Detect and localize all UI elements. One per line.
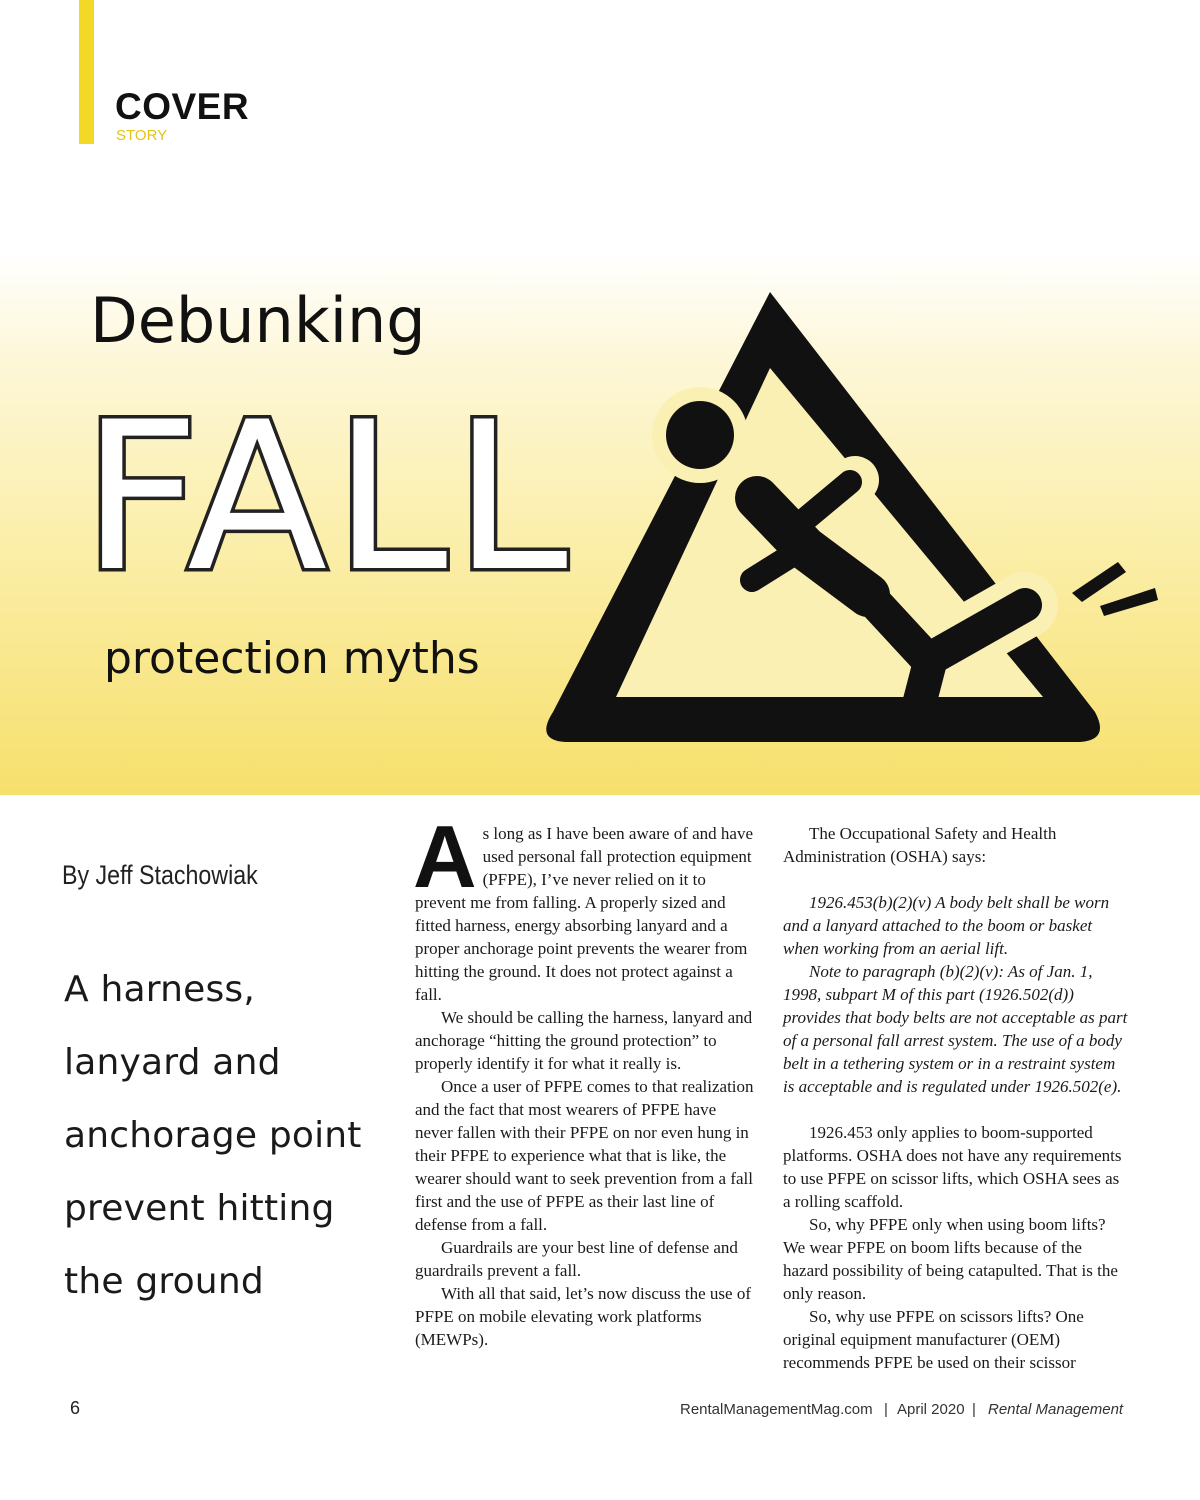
byline: By Jeff Stachowiak <box>62 860 258 890</box>
article-paragraph: With all that said, let’s now discuss the use of PFPE on mobile elevating work platforms (MEWPs). <box>415 1284 751 1349</box>
drop-cap: A <box>413 807 477 906</box>
hero-word-fall: FALL <box>82 379 574 617</box>
page-number: 6 <box>70 1398 81 1418</box>
osha-quote-note: Note to paragraph (b)(2)(v): As of Jan. 1, 1998, subpart M of this part (1926.502(d)) provides that body belts are not acceptable as part of a personal fall arrest system. The use of a body belt in a tethering system or in a restraint system is acceptable and is regulated under 1926.502(e). <box>783 962 1128 1096</box>
section-subtitle: STORY <box>116 127 168 144</box>
hero-illustration <box>0 250 1200 795</box>
pull-quote: A harness, lanyard and anchorage point prevent hitting the ground <box>64 969 362 1302</box>
article-paragraph: So, why PFPE only when using boom lifts? We wear PFPE on boom lifts because of the hazard possibility of being catapulted. That is the only reason. <box>783 1215 1118 1303</box>
article-paragraph: As long as I have been aware of and have used personal fall protection equipment (PFPE), I’ve never relied on it to prevent me from falling. A properly sized and fitted harness, energy absorbing lanyard and a proper anchorage point prevents the wearer from hitting the ground. It does not protect against a fall. <box>413 807 754 1004</box>
footer-publication: Rental Management <box>988 1401 1124 1418</box>
footer-site: RentalManagementMag.com <box>680 1401 873 1418</box>
hero-word-debunking: Debunking <box>90 284 426 357</box>
article-paragraph: 1926.453 only applies to boom-supported platforms. OSHA does not have any requirements to use PFPE on scissor lifts, which OSHA sees as a rolling scaffold. <box>783 1123 1122 1211</box>
section-title: COVER <box>115 86 250 127</box>
section-accent-bar <box>79 0 94 144</box>
article-paragraph: Once a user of PFPE comes to that realization and the fact that most wearers of PFPE have never fallen with their PFPE on nor even hung in their PFPE to experience what that is like, the wearer should want to seek prevention from a fall first and the use of PFPE as their last line of defense from a fall. <box>415 1077 754 1234</box>
footer-date: April 2020 <box>897 1401 965 1418</box>
article-paragraph: So, why use PFPE on scissors lifts? One original equipment manufacturer (OEM) recommends PFPE be used on their scissor <box>783 1307 1084 1372</box>
article-column-2 <box>783 822 1128 1374</box>
falling-person-warning-triangle-icon <box>546 292 1158 742</box>
osha-quote: 1926.453(b)(2)(v) A body belt shall be worn and a lanyard attached to the boom or basket when working from an aerial lift. <box>783 893 1110 958</box>
article-paragraph: Guardrails are your best line of defense and guardrails prevent a fall. <box>415 1238 738 1280</box>
footer-separator: | <box>972 1401 976 1418</box>
article-paragraph: The Occupational Safety and Health Administration (OSHA) says: <box>783 824 1057 866</box>
footer-separator: | <box>884 1401 888 1418</box>
hero-banner <box>0 250 1200 795</box>
article-column-1 <box>413 807 755 1351</box>
article-paragraph: We should be calling the harness, lanyard and anchorage “hitting the ground protection” to properly identify it for what it really is. <box>415 1008 753 1073</box>
hero-word-protection-myths: protection myths <box>104 633 480 684</box>
